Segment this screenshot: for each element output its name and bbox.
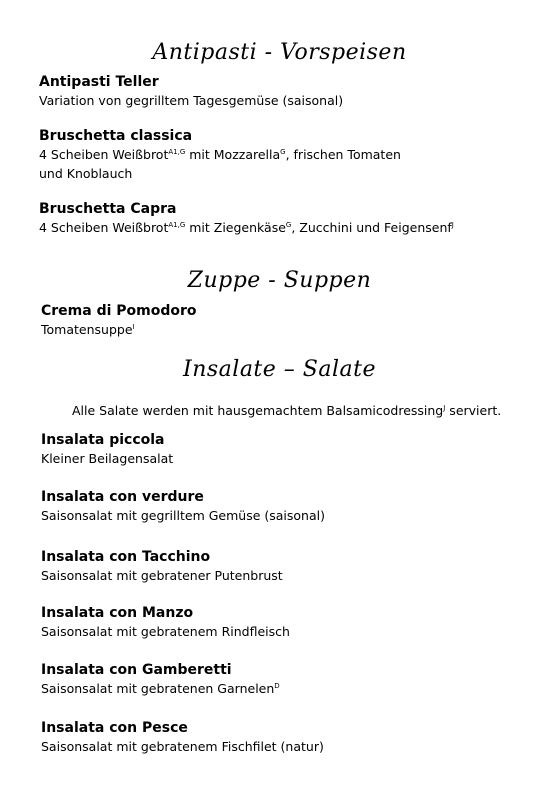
menu-item-crema-di-pomodoro (41, 302, 541, 339)
item-title: Insalata con Tacchino (41, 549, 211, 565)
item-title: Antipasti Teller (39, 74, 159, 90)
item-description: Tomatensuppe$^I$ (41, 322, 135, 337)
menu-item-insalata-con-verdure (41, 488, 541, 525)
item-title: Insalata piccola (41, 432, 165, 448)
menu-item-insalata-piccola (41, 431, 541, 468)
item-description: Variation von gegrilltem Tagesgemüse (saisonal) (39, 93, 344, 108)
item-description: Saisonsalat mit gebratenem Rindfleisch (41, 624, 290, 639)
item-description-continued: und Knoblauch (39, 166, 133, 181)
insalate-heading: Insalate – Salate (183, 357, 376, 382)
menu-item-bruschetta-capra (39, 200, 539, 237)
item-title: Bruschetta classica (39, 128, 193, 144)
menu-item-insalata-con-gamberetti (41, 661, 541, 698)
item-title: Crema di Pomodoro (41, 303, 197, 319)
item-title: Insalata con Manzo (41, 605, 194, 621)
item-description: Saisonsalat mit gegrilltem Gemüse (saisonal) (41, 508, 325, 523)
allergen-code: G (280, 148, 286, 156)
allergen-code: J (451, 221, 454, 229)
item-title: Bruschetta Capra (39, 201, 177, 217)
menu-item-bruschetta-classica (39, 127, 539, 183)
menu-item-antipasti-teller (39, 73, 539, 110)
item-description: Saisonsalat mit gebratenen Garnelen$^D$ (41, 681, 280, 696)
antipasti-heading: Antipasti - Vorspeisen (152, 40, 407, 65)
item-description: 4 Scheiben Weißbrot$^{A1,G}$ mit Ziegenkäse$^G$, Zucchini und Feigensenf$^J$ (39, 220, 454, 235)
item-title: Insalata con Gamberetti (41, 662, 232, 678)
allergen-code: G (285, 221, 292, 229)
item-title: Insalata con Pesce (41, 720, 188, 736)
allergen-code: D (274, 682, 280, 690)
item-description: Saisonsalat mit gebratenem Fischfilet (natur) (41, 739, 324, 754)
allergen-code: A1,G (168, 148, 186, 156)
menu-item-insalata-con-pesce (41, 719, 541, 756)
allergen-code: A1,G (168, 221, 186, 229)
item-title: Insalata con verdure (41, 489, 204, 505)
zuppe-heading: Zuppe - Suppen (187, 268, 372, 293)
insalate-note: Alle Salate werden mit hausgemachtem Balsamicodressing$^J$ serviert. (72, 403, 502, 418)
menu-item-insalata-con-manzo (41, 604, 541, 641)
item-description: Kleiner Beilagensalat (41, 451, 174, 466)
item-description: 4 Scheiben Weißbrot$^{A1,G}$ mit Mozzarella$^G$, frischen Tomaten (39, 147, 401, 162)
allergen-code: I (132, 323, 135, 331)
allergen-code: J (443, 404, 446, 412)
menu-item-insalata-con-tacchino (41, 548, 541, 585)
item-description: Saisonsalat mit gebratener Putenbrust (41, 568, 283, 583)
